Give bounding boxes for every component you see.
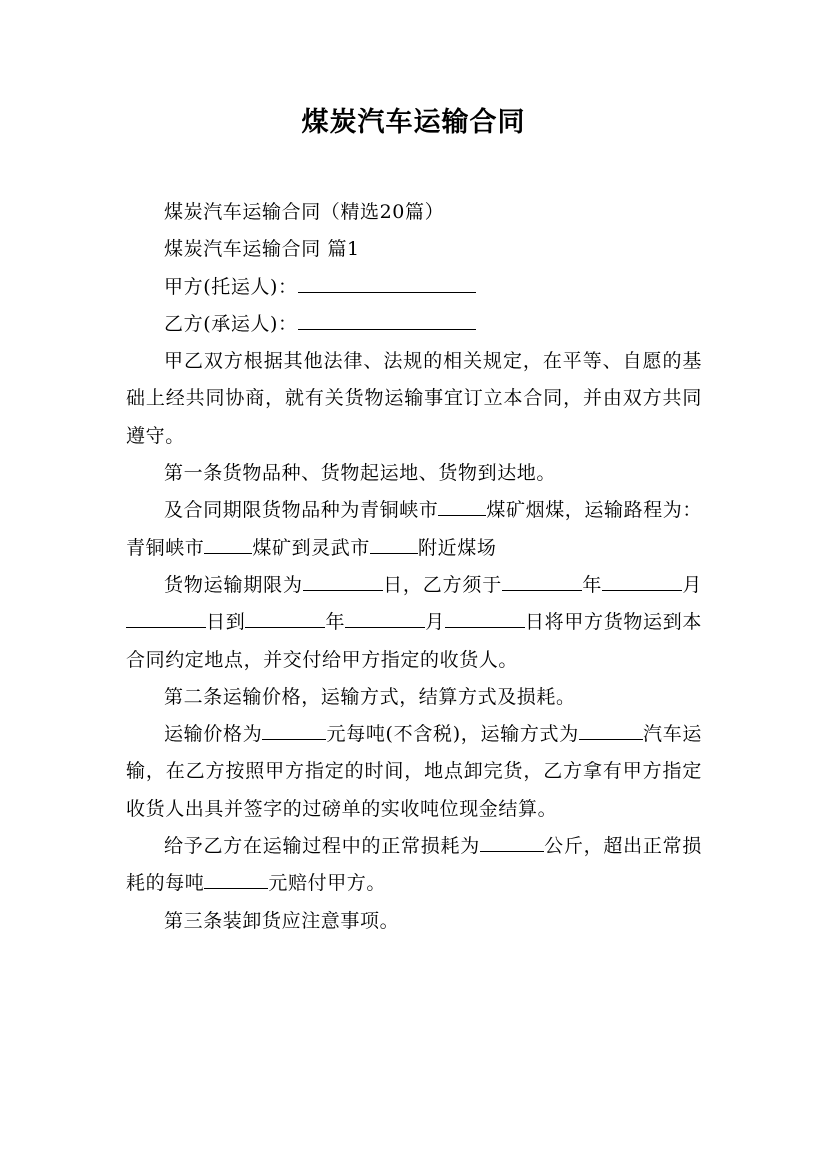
paragraph-price-method [126, 716, 702, 828]
party-a-label: 甲方(托运人)： [164, 275, 298, 298]
blank-field [502, 570, 582, 591]
blank-field [126, 607, 206, 628]
text-segment: 月 [682, 573, 703, 596]
paragraph-loss [126, 828, 702, 903]
blank-field [445, 607, 525, 628]
paragraph-transport-period [126, 567, 702, 679]
blank-field [345, 607, 425, 628]
text-segment: 日将甲方货物运到本合同约定地点，并交付给甲方指定的收货人。 [126, 611, 702, 671]
blank-field [303, 570, 383, 591]
party-b-line [126, 306, 702, 343]
blank-field [370, 533, 418, 554]
text-segment: 日，乙方须于 [382, 573, 503, 596]
party-a-blank [298, 272, 476, 293]
party-b-blank [298, 309, 476, 330]
document-body [126, 194, 702, 940]
blank-field [480, 831, 544, 852]
text-segment: 及合同期限货物品种为青铜峡市 [164, 499, 439, 522]
text-segment: 汽车运输，在乙方按照甲方指定的时间，地点卸完货，乙方拿有甲方指定收货人出具并签字的过磅单的实收吨位现金结算。 [126, 723, 702, 820]
blank-field [602, 570, 682, 591]
text-segment: 元赔付甲方。 [268, 872, 387, 895]
paragraph-part-heading: 煤炭汽车运输合同 篇1 [164, 238, 360, 261]
party-a-line [126, 269, 702, 306]
paragraph-preamble: 甲乙双方根据其他法律、法规的相关规定，在平等、自愿的基础上经共同协商，就有关货物运输事宜订立本合同，并由双方共同遵守。 [126, 350, 702, 447]
paragraph-subtitle: 煤炭汽车运输合同（精选20篇） [164, 201, 445, 223]
blank-field [204, 868, 268, 889]
blank-field [579, 719, 643, 740]
blank-field [438, 495, 486, 516]
text-segment: 月 [425, 611, 445, 634]
text-segment: 元每吨(不含税)，运输方式为 [326, 723, 579, 746]
text-segment: 煤矿烟煤，运输路程为：青铜峡市 [126, 499, 703, 559]
article-2-heading: 第二条运输价格，运输方式，结算方式及损耗。 [164, 685, 576, 708]
paragraph-cargo-route [126, 492, 702, 567]
document-title: 煤炭汽车运输合同 [301, 107, 526, 138]
text-segment: 年 [325, 611, 346, 634]
blank-field [245, 607, 325, 628]
text-segment: 日到 [206, 611, 246, 634]
text-segment: 附近煤场 [418, 536, 497, 559]
text-segment: 年 [582, 573, 603, 596]
blank-field [262, 719, 326, 740]
party-b-label: 乙方(承运人)： [164, 312, 298, 335]
article-3-heading: 第三条装卸货应注意事项。 [164, 909, 400, 932]
blank-field [204, 533, 252, 554]
text-segment: 运输价格为 [164, 723, 263, 746]
text-segment: 给予乙方在运输过程中的正常损耗为 [164, 835, 480, 858]
text-segment: 煤矿到灵武市 [252, 536, 371, 559]
text-segment: 货物运输期限为 [164, 573, 303, 596]
article-1-heading: 第一条货物品种、货物起运地、货物到达地。 [164, 462, 557, 485]
text-segment: 公斤，超出正常损耗的每吨 [126, 835, 702, 895]
